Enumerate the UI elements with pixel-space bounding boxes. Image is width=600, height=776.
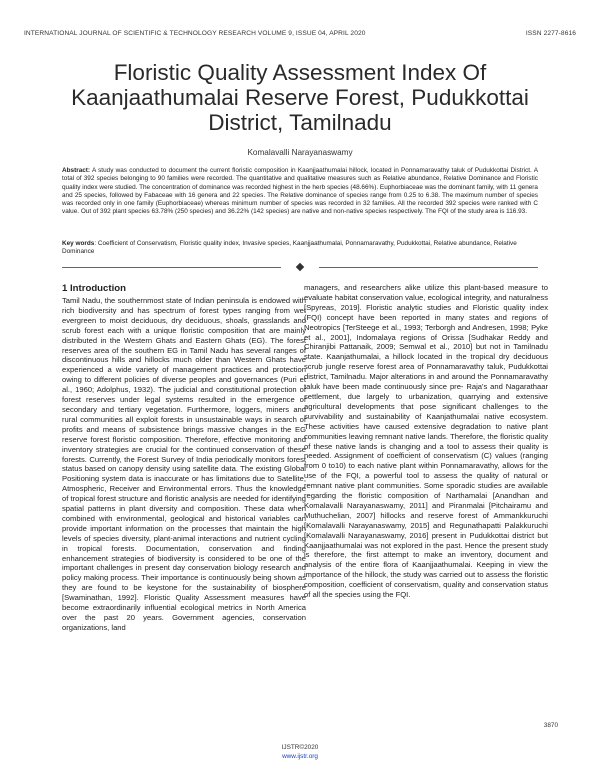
intro-paragraph-left: Tamil Nadu, the southernmost state of Indian peninsula is endowed with rich biodiversity and has spectrum of forest types ranging from wet evergreen to moist deciduous, dry deciduous, shoals, grasslands and scrub forest each with a unique floristic composition that are mainly distributed in the Western Ghats and Eastern Ghats (EG). The forest reserves area of the southern EG in Tamil Nadu has several ranges of discontinuous hills and hillocks much older than Western Ghats have experienced a wide variety of management practices and protection owing to different policies of diverse peoples and governances (Puri et al., 1960; Adolphus, 1932). The judicial and constitutional protection of forest reserves under legal systems resulted in the emergence of secondary and tertiary vegetation. Furthermore, loggers, miners and rural communities all exploit forests in unsustainable ways in search of profits and means of subsistence brings massive changes in the EG reserve forest floristic composition. Therefore, effective monitoring and inventory strategies are crucial for the continued conservation of these forests. Currently, the Forest Survey of India periodically monitors forest status based on canopy density using satellite data. The existing Global Positioning system data is inaccurate or has limitations due to Satellite, Atmospheric, Receiver and Environmental errors. Thus the knowledge of tropical forest structure and floristic analysis are needed for identifying spatial patterns in plant diversity and composition. These data when combined with environmental, geological and historical variables can provide important information on the processes that maintain the high levels of species diversity, plant-animal interactions and nutrient cycling in tropical forests. Documentation, conservation and finding enhancement strategies of biodiversity is considered to be one of the important challenges in present day conservation biology research and policy making process. Their importance is continuously being shown as they are found to be keystone for the sustainability of biosphere [Swaminathan, 1992]. Floristic Quality Assessment measures have become extraordinarily influential ecological metrics in North America over the past 20 years. Government agencies, conservation organizations, land [62, 296, 306, 632]
paper-id: IJSTR©2020 [281, 744, 319, 751]
intro-paragraph-right: managers, and researchers alike utilize this plant-based measure to evaluate habitat conservation value, ecological integrity, and naturalness [Spyreas, 2019]. Floristic analytic studies and Floristic quality index (FQI) concept have been reported in many states and regions of Neotropics [TerSteege et al., 1993; Terborgh and Andresen, 1998; Pyke et al., 2001], Indomalaya regions of Orissa [Sudhakar Reddy and Chiranjibi Pattanaik, 2009; Semwal et al., 2010] but not in Tamilnadu state. Kaanjathumalai, a hillock located in the tropical dry deciduous scrub jungle reserve forest area of Ponnamaravathy taluk, Pudukkottai district, Tamilnadu. Major alterations in and around the Ponnamaravathy taluk have been made continuously since pre- Raja's and Nagarathaar settlement, due largely to urbanization, quarrying and extensive agricultural developments that pose significant challenges to the survivability and sustainability of Kaanjathumalai native ecosystem. These activities have caused extensive degradation to native plant communities leaving remnant native lands. Therefore, the floristic quality of these native lands is changing and a tool to assess their quality is needed. Assignment of coefficient of conservatism (C) values (ranging from 0 to10) to each native plant within Ponnamaravathy, allows for the use of the FQI, a powerful tool to assess the quality of natural or remnant native plant communities. Some sporadic studies are available regarding the floristic composition of Narthamalai [Anandhan and Komalavalli Narayanaswamy, 2011] and Piranmalai [Pitchairamu and Muthuchelian, 2007] hillocks and reserve forest of Ammankkuruchi [Komalavalli Narayanaswamy, 2015] and Regunathapatti Palakkuruchi [Komalavalli Narayanaswamy, 2016] present in Pudukkottai district but Kaanjjaathumalai was not explored in the past. Hence the present study is therefore, the first attempt to make an inventory, document and analysis of the entire flora of Kaanjjaathumalai. Keeping in view the importance of the hillock, the study was carried out to assess the floristic composition, coefficient of conservatism, quality and conservation status of all the species using the FQI. [304, 283, 548, 600]
left-column [62, 283, 306, 633]
page-number: 3870 [543, 722, 558, 729]
abstract [62, 167, 538, 217]
divider-line-left [62, 267, 281, 268]
keywords-label: Key words [62, 240, 95, 247]
journal-name: INTERNATIONAL JOURNAL OF SCIENTIFIC & TECHNOLOGY RESEARCH VOLUME 9, ISSUE 04, APRIL 2020 [24, 30, 366, 37]
running-header [24, 30, 576, 37]
issn: ISSN 2277-8616 [525, 30, 576, 37]
keywords-text: : Coefficient of Conservatism, Floristic quality index, Invasive species, Kaanjjaathumalai, Ponnamaravathy, Pudukkottai, Relative abundance, Relative Dominance [62, 240, 517, 256]
divider-line-right [319, 267, 538, 268]
keywords [62, 240, 538, 257]
section-divider [62, 263, 538, 273]
right-column [304, 283, 548, 600]
abstract-text: A study was conducted to document the current floristic composition in Kaanjjaathumalai hillock, located in Ponnamaravathy taluk of Pudukkottai District. A total of 392 species belonging to 90 families were recorded. The quantitative and qualitative measures such as Relative abundance, Relative Dominance and Floristic quality index were studied. The concentration of dominance was recorded highest in the herb species (48.66%). Euphorbiaceae was the dominant family, with 11 genera and 25 species, followed by Fabaceae with 16 genera and 22 species. The Relative dominance of species range from 0.25 to 6.38. The maximum number of species was recorded only in one family (Euphorbiaceae) whereas minimum number of species was recorded in 32 families. All the recorded 392 species were ranked with C value. Out of 392 plant species 63.78% (250 species) and 36.22% (142 species) are native and non-native species respectively. The FQI of the study area is 116.93. [62, 167, 538, 216]
journal-url-link[interactable]: www.ijstr.org [282, 753, 318, 760]
author-name: Komalavalli Narayanaswamy [247, 148, 353, 157]
diamond-icon [296, 263, 304, 271]
abstract-label: Abstract: [62, 167, 91, 174]
section-heading: 1 Introduction [62, 283, 126, 294]
paper-title: Floristic Quality Assessment Index Of Kaanjaathumalai Reserve Forest, Pudukkottai District, Tamilnadu [71, 60, 529, 135]
